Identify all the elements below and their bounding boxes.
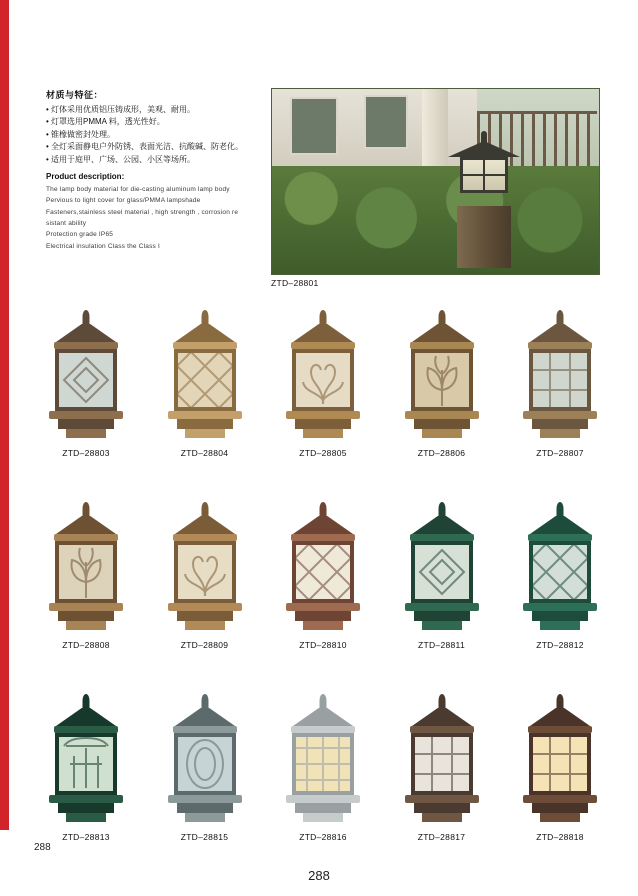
- product-image: [149, 492, 261, 632]
- lamp-pattern: [295, 736, 351, 792]
- lamp-base-top: [405, 795, 479, 803]
- lamp-base-mid: [58, 419, 114, 429]
- lamp-base-mid: [414, 803, 470, 813]
- product-image: [30, 300, 142, 440]
- lamp-base-top: [523, 411, 597, 419]
- product-cell: [386, 492, 498, 650]
- lamp-pattern: [295, 544, 351, 600]
- description-item-en: Electrical insulation Class the Class I: [46, 242, 161, 250]
- lamp-base-top: [168, 411, 242, 419]
- product-code: ZTD–28813: [62, 832, 110, 842]
- product-cell: [30, 684, 142, 842]
- lamp-pattern: [58, 544, 114, 600]
- lamp-base-bottom: [540, 621, 580, 630]
- pillar-lamp-illustration: [159, 500, 251, 632]
- left-bar-lower: [0, 830, 9, 896]
- product-code: ZTD–28810: [299, 640, 347, 650]
- lamp-pattern: [414, 736, 470, 792]
- lamp-base-mid: [295, 419, 351, 429]
- lamp-roof-rim: [291, 534, 355, 541]
- pillar-lamp-illustration: [40, 308, 132, 440]
- description-item-en: The lamp body material for die-casting aluminum lamp body: [46, 185, 230, 193]
- product-image: [149, 300, 261, 440]
- product-cell: [149, 492, 261, 650]
- product-code: ZTD–28815: [180, 832, 229, 842]
- lamp-base-mid: [177, 419, 233, 429]
- description-title-cn: 材质与特征：: [46, 90, 104, 100]
- pillar-lamp-illustration: [396, 500, 488, 632]
- lamp-pattern: [414, 544, 470, 600]
- product-code: ZTD–28807: [536, 448, 584, 458]
- product-image: [30, 684, 142, 824]
- lamp-pattern: [532, 544, 588, 600]
- photo-pillar-lamp: [448, 131, 520, 197]
- pillar-lamp-illustration: [159, 692, 251, 824]
- product-image: [386, 684, 498, 824]
- lamp-roof-rim: [54, 534, 118, 541]
- lamp-base-top: [168, 795, 242, 803]
- product-row: [30, 300, 616, 458]
- lamp-base-top: [523, 603, 597, 611]
- description-item-cn: • 适用于庭甲、广场、公园、小区等场所。: [46, 154, 196, 164]
- pillar-lamp-illustration: [40, 692, 132, 824]
- lamp-roof-rim: [410, 342, 474, 349]
- lamp-base-bottom: [540, 429, 580, 438]
- lamp-roof-rim: [528, 342, 592, 349]
- lamp-roof: [412, 513, 472, 534]
- lamp-base-top: [286, 603, 360, 611]
- lamp-roof: [293, 513, 353, 534]
- product-cell: [267, 684, 379, 842]
- lamp-roof-rim: [528, 726, 592, 733]
- photo-pillar: [457, 206, 511, 268]
- description-item-en: Fasteners,stainless steel material , high strength , corrosion re: [46, 208, 239, 216]
- lamp-base-bottom: [303, 429, 343, 438]
- lamp-roof-rim: [173, 534, 237, 541]
- lamp-base-top: [405, 603, 479, 611]
- lamp-roof: [293, 705, 353, 726]
- pillar-lamp-illustration: [159, 308, 251, 440]
- pillar-lamp-illustration: [396, 308, 488, 440]
- description-item-cn: • 灯罩选用PMMA 料，透光性好。: [46, 117, 165, 127]
- lamp-base-bottom: [303, 813, 343, 822]
- lamp-base-top: [168, 603, 242, 611]
- lamp-roof-rim: [291, 342, 355, 349]
- lamp-roof-rim: [54, 726, 118, 733]
- pillar-lamp-illustration: [277, 308, 369, 440]
- product-image: [504, 684, 616, 824]
- lamp-pattern: [177, 736, 233, 792]
- lamp-base-mid: [414, 611, 470, 621]
- hero-caption: ZTD–28801: [271, 278, 319, 288]
- product-image: [267, 684, 379, 824]
- lamp-roof: [175, 321, 235, 342]
- lamp-base-bottom: [66, 621, 106, 630]
- product-image: [386, 492, 498, 632]
- lamp-roof: [175, 513, 235, 534]
- left-red-bar: [0, 0, 9, 830]
- pillar-lamp-illustration: [277, 500, 369, 632]
- product-description-block: [46, 88, 261, 252]
- lamp-base-top: [523, 795, 597, 803]
- lamp-roof: [56, 321, 116, 342]
- photo-window: [290, 97, 338, 155]
- lamp-roof-rim: [528, 534, 592, 541]
- pillar-lamp-illustration: [514, 308, 606, 440]
- lamp-roof-rim: [54, 342, 118, 349]
- lamp-base-bottom: [422, 813, 462, 822]
- product-code: ZTD–28805: [299, 448, 347, 458]
- lamp-base-top: [286, 411, 360, 419]
- product-code: ZTD–28809: [180, 640, 229, 650]
- photo-window: [364, 95, 408, 149]
- product-code: ZTD–28817: [417, 832, 466, 842]
- product-cell: [149, 300, 261, 458]
- lamp-base-mid: [295, 611, 351, 621]
- lamp-base-top: [286, 795, 360, 803]
- product-cell: [149, 684, 261, 842]
- product-cell: [30, 300, 142, 458]
- product-image: [267, 300, 379, 440]
- description-item-en: sistant ability: [46, 220, 87, 228]
- product-image: [504, 300, 616, 440]
- lamp-base-bottom: [185, 621, 225, 630]
- lamp-base-bottom: [66, 429, 106, 438]
- lamp-pattern: [58, 736, 114, 792]
- page-number-small: 288: [34, 842, 51, 853]
- lamp-roof-rim: [173, 726, 237, 733]
- product-cell: [386, 300, 498, 458]
- lamp-base-mid: [295, 803, 351, 813]
- lamp-pattern: [177, 352, 233, 408]
- lamp-base-bottom: [422, 621, 462, 630]
- product-cell: [267, 300, 379, 458]
- lamp-base-bottom: [185, 813, 225, 822]
- product-cell: [504, 684, 616, 842]
- lamp-pattern: [295, 352, 351, 408]
- product-cell: [386, 684, 498, 842]
- lamp-pattern: [414, 352, 470, 408]
- lamp-base-bottom: [185, 429, 225, 438]
- product-row: [30, 492, 616, 650]
- lamp-base-bottom: [540, 813, 580, 822]
- lamp-base-mid: [532, 611, 588, 621]
- product-code: ZTD–28816: [299, 832, 347, 842]
- lamp-roof: [530, 705, 590, 726]
- product-code: ZTD–28803: [62, 448, 110, 458]
- description-item-cn: • 锥橡做密封处理。: [46, 129, 116, 139]
- lamp-roof-rim: [173, 342, 237, 349]
- lamp-pattern: [532, 736, 588, 792]
- lamp-base-mid: [58, 803, 114, 813]
- lamp-roof: [56, 513, 116, 534]
- lamp-pattern: [58, 352, 114, 408]
- pillar-lamp-illustration: [514, 500, 606, 632]
- product-image: [30, 492, 142, 632]
- lamp-base-top: [49, 795, 123, 803]
- product-cell: [504, 492, 616, 650]
- product-row: [30, 684, 616, 842]
- description-item-en: Protection grade IP65: [46, 231, 114, 239]
- lamp-roof: [412, 705, 472, 726]
- pillar-lamp-illustration: [396, 692, 488, 824]
- product-code: ZTD–28818: [536, 832, 584, 842]
- product-image: [267, 492, 379, 632]
- lamp-pattern: [177, 544, 233, 600]
- lamp-base-mid: [532, 803, 588, 813]
- lamp-base-bottom: [66, 813, 106, 822]
- product-image: [504, 492, 616, 632]
- product-cell: [504, 300, 616, 458]
- description-item-cn: • 全灯采面静电户外防锈、表面光洁、抗酸碱、防老化。: [46, 142, 244, 152]
- lamp-base-mid: [414, 419, 470, 429]
- product-cell: [30, 492, 142, 650]
- lamp-roof-rim: [291, 726, 355, 733]
- product-code: ZTD–28808: [62, 640, 110, 650]
- page-number-large: 288: [308, 868, 330, 883]
- lamp-base-top: [49, 603, 123, 611]
- description-title-en: Product description:: [46, 171, 125, 181]
- pillar-lamp-illustration: [277, 692, 369, 824]
- pillar-lamp-illustration: [40, 500, 132, 632]
- hero-photo: [271, 88, 600, 275]
- lamp-roof: [175, 705, 235, 726]
- description-item-cn: • 灯体采用优质铝压铸成形，美观、耐用。: [46, 105, 196, 114]
- lamp-base-bottom: [303, 621, 343, 630]
- product-code: ZTD–28804: [180, 448, 229, 458]
- lamp-roof-rim: [410, 534, 474, 541]
- product-code: ZTD–28811: [418, 640, 465, 650]
- lamp-roof: [412, 321, 472, 342]
- product-image: [149, 684, 261, 824]
- lamp-roof: [293, 321, 353, 342]
- lamp-base-top: [49, 411, 123, 419]
- product-image: [386, 300, 498, 440]
- lamp-base-mid: [58, 611, 114, 621]
- lamp-roof: [530, 321, 590, 342]
- lamp-body: [460, 157, 508, 193]
- lamp-base-mid: [177, 611, 233, 621]
- lamp-base-top: [405, 411, 479, 419]
- lamp-base-mid: [177, 803, 233, 813]
- product-code: ZTD–28812: [536, 640, 584, 650]
- pillar-lamp-illustration: [514, 692, 606, 824]
- description-item-en: Pervious to light cover for glass/PMMA lampshade: [46, 197, 201, 205]
- lamp-base-bottom: [422, 429, 462, 438]
- lamp-roof: [448, 141, 520, 157]
- lamp-pattern: [532, 352, 588, 408]
- photo-hedge: [272, 166, 599, 274]
- lamp-roof-rim: [410, 726, 474, 733]
- lamp-roof: [530, 513, 590, 534]
- lamp-roof: [56, 705, 116, 726]
- product-code: ZTD–28806: [417, 448, 466, 458]
- product-cell: [267, 492, 379, 650]
- lamp-base-mid: [532, 419, 588, 429]
